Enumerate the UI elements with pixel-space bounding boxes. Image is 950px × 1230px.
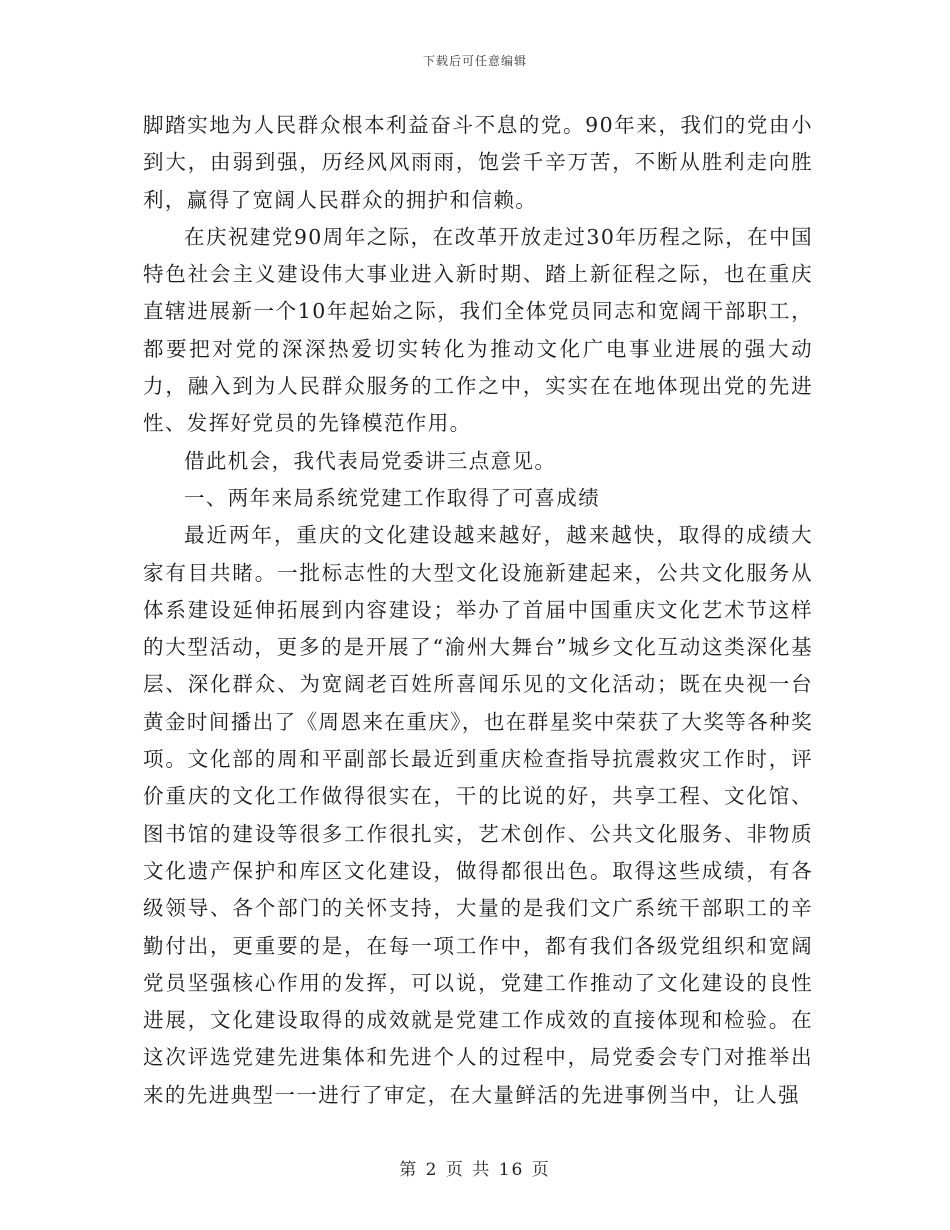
paragraph: 在庆祝建党90周年之际，在改革开放走过30年历程之际，在中国特色社会主义建设伟大事业进入新时期、踏上新征程之际，也在重庆直辖进展新一个10年起始之际，我们全体党员同志和宽阔干部职工，都要把对党的深深热爱切实转化为推动文化广电事业进展的强大动力，融入到为人民群众服务的工作之中，实实在在地体现出党的先进性、发挥好党员的先锋模范作用。 [143, 224, 813, 436]
paragraph: 脚踏实地为人民群众根本利益奋斗不息的党。90年来，我们的党由小到大，由弱到强，历经风风雨雨，饱尝千辛万苦，不断从胜利走向胜利，赢得了宽阔人民群众的拥护和信赖。 [143, 113, 813, 212]
document-body [143, 107, 813, 1114]
paragraph: 最近两年，重庆的文化建设越来越好，越来越快，取得的成绩大家有目共睹。一批标志性的大型文化设施新建起来，公共文化服务从体系建设延伸拓展到内容建设；举办了首届中国重庆文化艺术节这样的大型活动，更多的是开展了“渝州大舞台”城乡文化互动这类深化基层、深化群众、为宽阔老百姓所喜闻乐见的文化活动；既在央视一台黄金时间播出了《周恩来在重庆》，也在群星奖中荣获了大奖等各种奖项。文化部的周和平副部长最近到重庆检查指导抗震救灾工作时，评价重庆的文化工作做得很实在，干的比说的好，共享工程、文化馆、图书馆的建设等很多工作很扎实，艺术创作、公共文化服务、非物质文化遗产保护和库区文化建设，做得都很出色。取得这些成绩，有各级领导、各个部门的关怀支持，大量的是我们文广系统干部职工的辛勤付出，更重要的是，在每一项工作中，都有我们各级党组织和宽阔党员坚强核心作用的发挥，可以说，党建工作推动了文化建设的良性进展，文化建设取得的成效就是党建工作成效的直接体现和检验。在这次评选党建先进集体和先进个人的过程中，局党委会专门对推举出来的先进典型一一进行了审定，在大量鲜活的先进事例当中，让人强 [143, 523, 813, 1107]
paragraph: 借此机会，我代表局党委讲三点意见。 [184, 448, 557, 473]
section-heading: 一、两年来局系统党建工作取得了可喜成绩 [184, 485, 601, 510]
page-number: 第 2 页 共 16 页 [399, 1160, 551, 1180]
page-header-note: 下载后可任意编辑 [422, 54, 527, 68]
